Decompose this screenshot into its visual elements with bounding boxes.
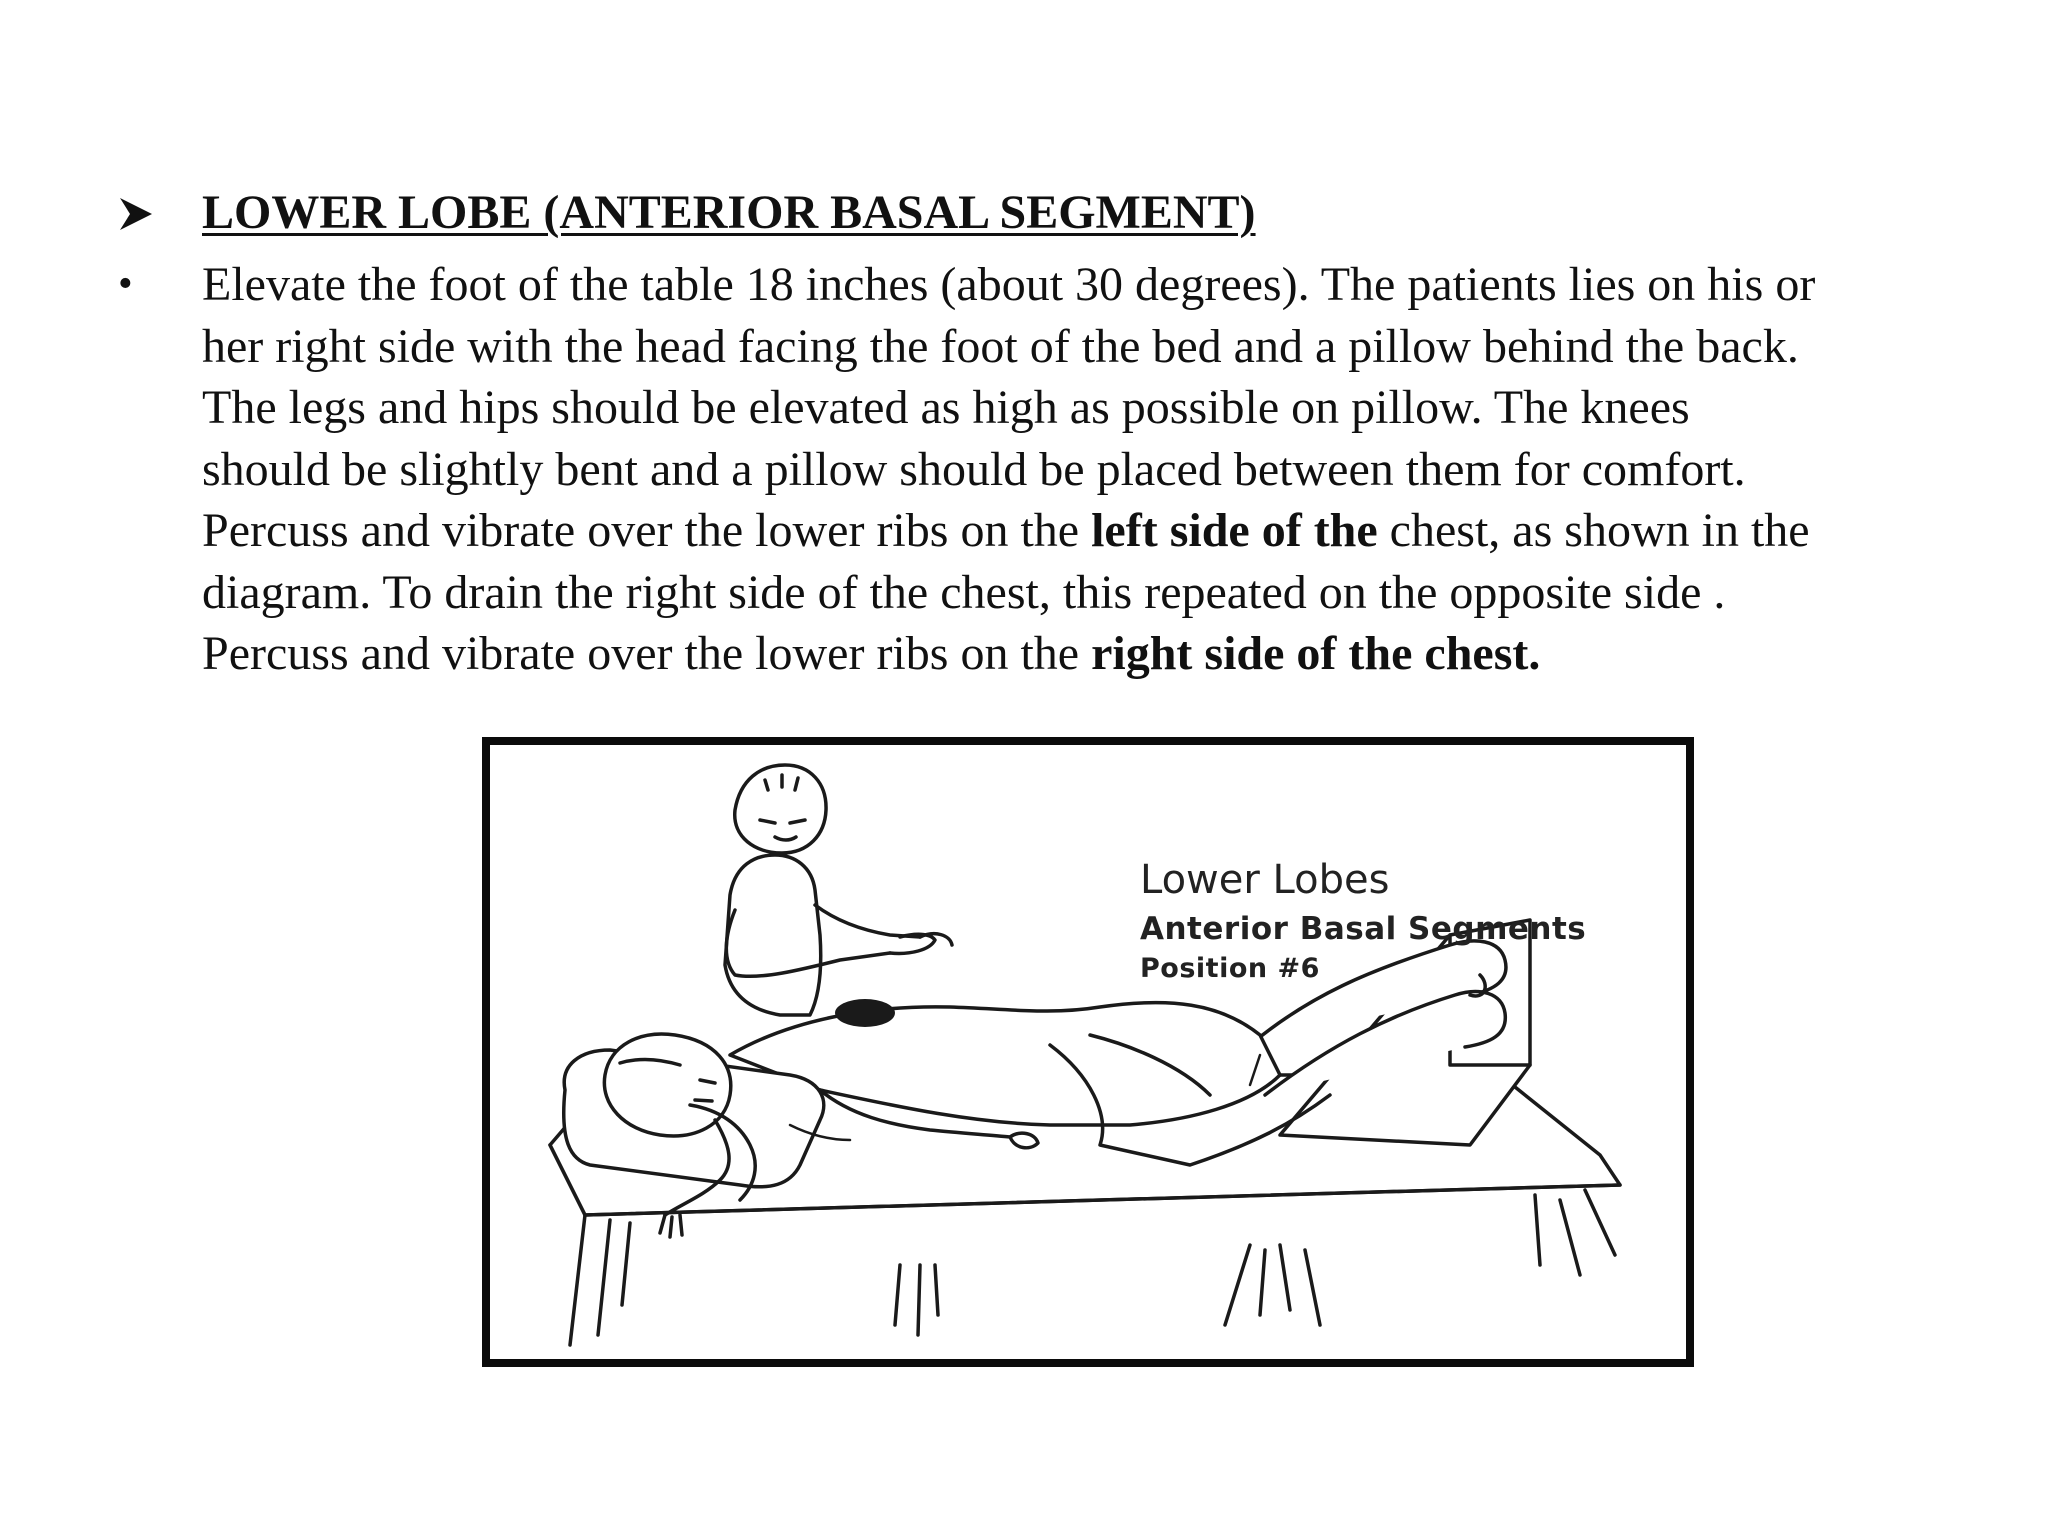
text-run: Elevate the foot of the table 18 inches (about 30 degrees). The patients lies on his or	[202, 258, 1816, 311]
text-run: should be slightly bent and a pillow should be placed between them for comfort.	[202, 442, 1746, 496]
text-run: chest, as shown in the	[1377, 504, 1810, 557]
text-run: her right side with the head facing the foot of the bed and a pillow behind the back.	[202, 319, 1799, 373]
figure-caption-position: Position #6	[1140, 953, 1320, 984]
text-run: Percuss and vibrate over the lower ribs on the	[202, 627, 1092, 680]
body-text-line	[202, 623, 1942, 685]
bold-text-run: right side of the chest.	[1091, 627, 1541, 680]
text-run: The legs and hips should be elevated as high as possible on pillow. The knees	[202, 381, 1690, 434]
body-text-line	[202, 377, 1942, 439]
body-text-line	[202, 562, 1942, 624]
dot-bullet: •	[118, 261, 133, 307]
body-text-line	[202, 500, 1942, 562]
heading-text: LOWER LOBE (ANTERIOR BASAL SEGMENT)	[202, 186, 1256, 239]
section-heading	[118, 182, 1918, 252]
patient-positioning-illustration	[490, 745, 1686, 1359]
body-text	[202, 254, 1942, 685]
body-paragraph	[118, 254, 1948, 685]
text-run: diagram. To drain the right side of the chest, this repeated on the opposite side .	[202, 565, 1726, 619]
bold-text-run: left side of the	[1091, 504, 1378, 557]
figure-caption-subtitle: Anterior Basal Segments	[1140, 911, 1587, 947]
body-text-line	[202, 316, 1942, 378]
illustration-frame	[482, 737, 1694, 1367]
arrow-bullet-icon	[118, 182, 202, 252]
text-run: Percuss and vibrate over the lower ribs on the	[202, 504, 1092, 557]
body-text-line	[202, 254, 1942, 316]
figure-caption-title: Lower Lobes	[1140, 857, 1390, 903]
body-text-line	[202, 439, 1942, 501]
